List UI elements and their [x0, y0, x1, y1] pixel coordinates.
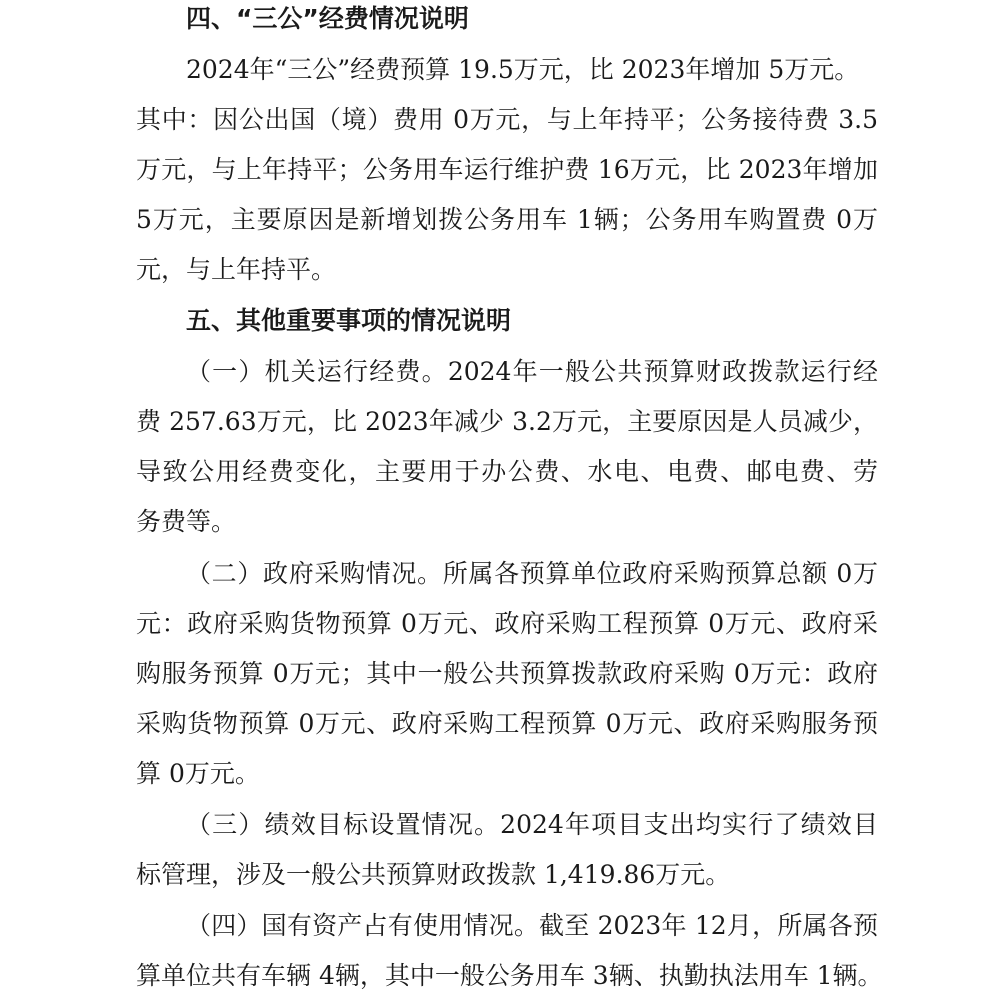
paragraph-line: （二）政府采购情况。所属各预算单位政府采购预算总额 0万 [186, 559, 878, 588]
paragraph-line: 万元，与上年持平；公务用车运行维护费 16万元，比 2023年增加 [136, 155, 878, 184]
paragraph-line: 其中：因公出国（境）费用 0万元，与上年持平；公务接待费 3.5 [136, 105, 878, 134]
paragraph-line: （四）国有资产占有使用情况。截至 2023年 12月，所属各预 [186, 911, 878, 940]
paragraph-line: 元：政府采购货物预算 0万元、政府采购工程预算 0万元、政府采 [136, 609, 878, 638]
paragraph-line: （三）绩效目标设置情况。2024年项目支出均实行了绩效目 [186, 810, 878, 839]
paragraph-line: 5万元，主要原因是新增划拨公务用车 1辆；公务用车购置费 0万 [136, 205, 878, 234]
paragraph-line: 务费等。 [136, 507, 237, 536]
paragraph-line: 2024年“三公”经费预算 19.5万元，比 2023年增加 5万元。 [186, 55, 860, 84]
paragraph-line: 采购货物预算 0万元、政府采购工程预算 0万元、政府采购服务预 [136, 709, 878, 738]
paragraph-line: 标管理，涉及一般公共预算财政拨款 1,419.86万元。 [136, 860, 731, 889]
paragraph-line: 费 257.63万元，比 2023年减少 3.2万元，主要原因是人员减少， [136, 407, 878, 436]
paragraph-line: 导致公用经费变化，主要用于办公费、水电、电费、邮电费、劳 [136, 457, 878, 486]
paragraph-line: 购服务预算 0万元；其中一般公共预算拨款政府采购 0万元：政府 [136, 659, 878, 688]
paragraph-line: 算单位共有车辆 4辆，其中一般公务用车 3辆、执勤执法用车 1辆。 [136, 961, 883, 990]
paragraph-line: 算 0万元。 [136, 759, 260, 788]
paragraph-line: 元，与上年持平。 [136, 255, 337, 284]
paragraph-line: （一）机关运行经费。2024年一般公共预算财政拨款运行经 [186, 357, 878, 386]
section-heading-four: 四、“三公”经费情况说明 [186, 4, 469, 33]
section-heading-five: 五、其他重要事项的情况说明 [186, 306, 512, 335]
